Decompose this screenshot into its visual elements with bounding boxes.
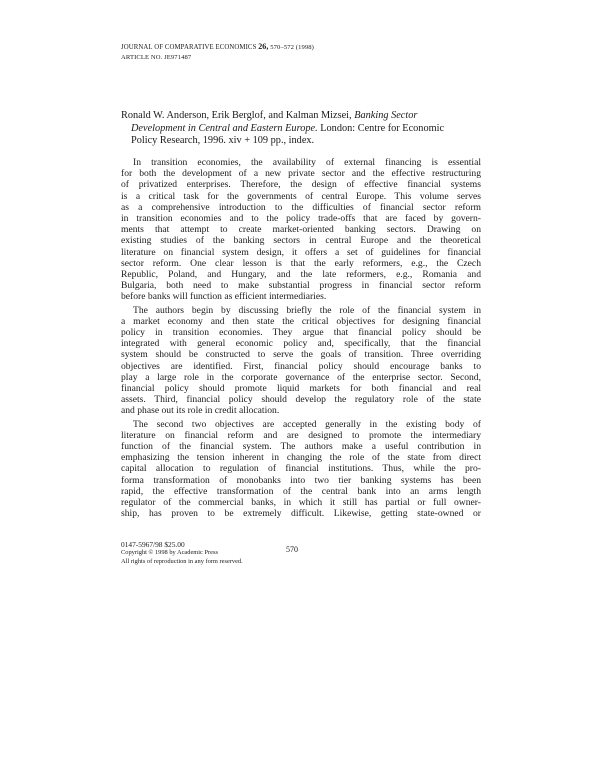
body-paragraph — [121, 157, 481, 303]
body-line: sector reform. One clear lesson is that the early reformers, e.g., the Czech — [121, 257, 481, 269]
body-line: and phase out its role in credit allocation. — [121, 405, 280, 417]
page-number: 570 — [286, 545, 298, 554]
citation-title-part1: Banking Sector — [354, 110, 418, 121]
journal-name: JOURNAL OF COMPARATIVE ECONOMICS — [121, 44, 257, 51]
body-line: as a comprehensive introduction to the difficulties of financial sector reform — [121, 201, 481, 213]
body-line: in transition economies and to the policy trade-offs that are faced by govern- — [121, 213, 481, 225]
body-line: policy in transition economies. They argue that financial policy should be — [121, 327, 481, 339]
journal-line — [121, 42, 481, 53]
body-line: system should be constructed to serve the goals of transition. Three overriding — [121, 349, 481, 361]
book-citation — [121, 110, 481, 148]
body-line: existing studies of the banking sectors in central Europe and the theoretical — [121, 235, 481, 247]
article-number: ARTICLE NO. JE971487 — [121, 53, 192, 61]
citation-publisher-1: London: Centre for Economic — [320, 122, 445, 134]
body-line: The second two objectives are accepted generally in the existing body of — [133, 418, 481, 430]
body-line: ments that attempt to create market-oriented banking sectors. Drawing on — [121, 224, 481, 236]
pages-year: 570–572 (1998) — [270, 44, 314, 51]
body-paragraph — [121, 305, 481, 417]
body-line: a market economy and then state the critical objectives for designing financial — [121, 315, 481, 327]
body-line: objectives are identified. First, financial policy should encourage banks to — [121, 360, 481, 372]
body-line: regulator of the commercial banks, in which it still has partial or full owner- — [121, 497, 481, 509]
body-paragraph — [121, 419, 481, 520]
body-line: before banks will function as efficient intermediaries. — [121, 291, 327, 303]
citation-line-2 — [121, 123, 481, 136]
body-line: ship, has proven to be extremely difficult. Likewise, getting state-owned or — [121, 508, 481, 520]
body-line: Republic, Poland, and Hungary, and the late reformers, e.g., Romania and — [121, 269, 481, 281]
body-line: literature on financial system design, it offers a set of guidelines for financial — [121, 246, 481, 258]
running-head — [121, 42, 481, 62]
body-line: emphasizing the tension inherent in changing the role of the state from direct — [121, 452, 481, 464]
body-line: integrated with general economic policy and, specifically, that the financial — [121, 338, 481, 350]
body-line: capital allocation to regulation of financial institutions. Thus, while the pro- — [121, 463, 481, 475]
body-line: of privatized enterprises. Therefore, the design of effective financial systems — [121, 179, 481, 191]
body-line: assets. Third, financial policy should develop the regulatory role of the state — [121, 394, 481, 406]
body-line: function of the financial system. The authors make a useful contribution in — [121, 441, 481, 453]
body-line: The authors begin by discussing briefly the role of the financial system in — [133, 304, 481, 316]
citation-authors: Ronald W. Anderson, Erik Berglof, and Kalman Mizsei, — [121, 110, 352, 121]
body-line: play a large role in the corporate governance of the enterprise sector. Second, — [121, 371, 481, 383]
copyright-line: Copyright © 1998 by Academic Press — [121, 549, 218, 557]
body-line: forma transformation of monobanks into two tier banking systems has been — [121, 474, 481, 486]
body-line: for both the development of a new private sector and the effective restructuring — [121, 168, 481, 180]
body-line: rapid, the effective transformation of the central bank into an arms length — [121, 485, 481, 497]
body-line: Bulgaria, both need to make substantial progress in financial sector reform — [121, 280, 481, 292]
citation-line-1 — [121, 110, 481, 123]
citation-title-part2: Development in Central and Eastern Europe. — [131, 122, 318, 134]
body-line: literature on financial reform and are designed to promote the intermediary — [121, 429, 481, 441]
issn-price: 0147-5967/98 $25.00 — [121, 540, 185, 549]
rights-line: All rights of reproduction in any form reserved. — [121, 557, 243, 565]
body-line: In transition economies, the availability of external financing is essential — [133, 157, 481, 168]
volume-number: 26, — [258, 42, 269, 51]
body-line: is a critical task for the governments of central Europe. This volume serves — [121, 190, 481, 202]
body-line: financial policy should promote liquid markets for both financial and real — [121, 383, 481, 395]
citation-publisher-2: Policy Research, 1996. xiv + 109 pp., index. — [131, 135, 315, 147]
copyright-footer — [121, 541, 271, 566]
review-body — [121, 157, 481, 520]
